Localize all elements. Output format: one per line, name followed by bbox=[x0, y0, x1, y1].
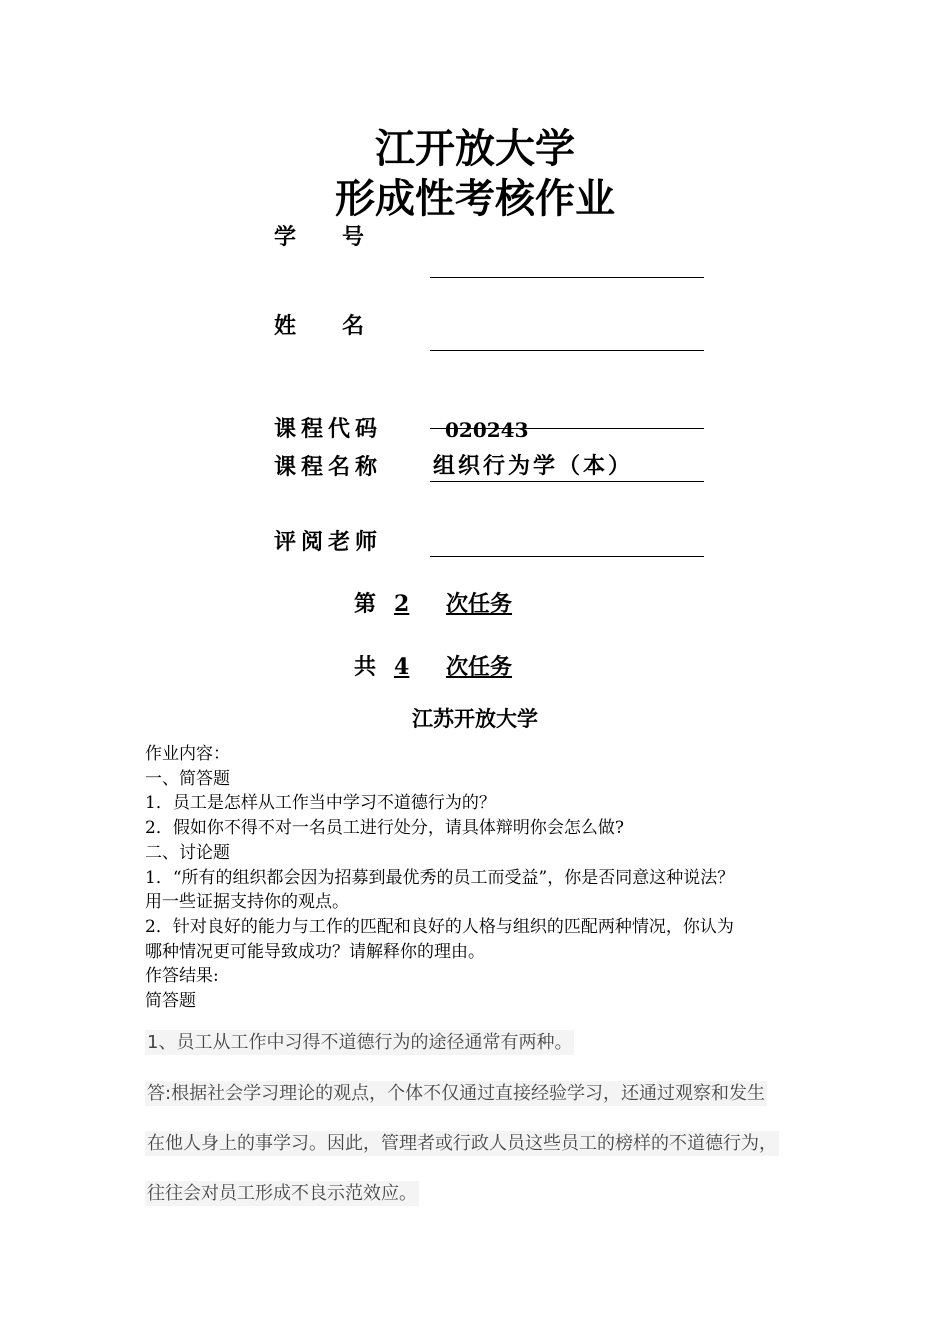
answer-line-2: 答:根据社会学习理论的观点，个体不仅通过直接经验学习，还通过观察和发生 bbox=[147, 1083, 766, 1104]
result-heading: 作答结果: bbox=[145, 966, 219, 987]
question-3-line-1: 1．“所有的组织都会因为招募到最优秀的员工而受益”，你是否同意这种说法？ bbox=[145, 867, 735, 888]
current-task-prefix: 第 bbox=[354, 592, 377, 617]
current-task-number: 2 bbox=[394, 591, 410, 617]
question-1: 1．员工是怎样从工作当中学习不道德行为的？ bbox=[145, 793, 496, 814]
name-line bbox=[430, 350, 704, 351]
student-id-label: 学号 bbox=[274, 225, 411, 250]
university-name: 江苏开放大学 bbox=[412, 707, 538, 731]
result-section: 简答题 bbox=[145, 991, 196, 1012]
total-task-prefix: 共 bbox=[354, 655, 377, 680]
reviewer-label: 评阅老师 bbox=[274, 530, 383, 555]
title-line-1: 江开放大学 bbox=[375, 126, 575, 172]
assignment-content bbox=[145, 742, 815, 1014]
section-discussion: 二、讨论题 bbox=[145, 842, 230, 863]
course-name-label: 课程名称 bbox=[274, 455, 383, 480]
total-task-suffix: 次任务 bbox=[446, 655, 513, 680]
reviewer-line bbox=[430, 556, 704, 557]
current-task bbox=[354, 591, 512, 618]
name-label: 姓名 bbox=[274, 314, 411, 339]
total-task-number: 4 bbox=[394, 654, 410, 680]
answer-line-1: 1、员工从工作中习得不道德行为的途径通常有两种。 bbox=[147, 1032, 573, 1053]
course-code-line bbox=[430, 428, 704, 429]
title-line-2: 形成性考核作业 bbox=[335, 176, 615, 222]
course-name-line bbox=[430, 481, 704, 482]
question-4-line-2: 哪种情况更可能导致成功？请解释你的理由。 bbox=[145, 941, 485, 962]
section-short-answer: 一、简答题 bbox=[145, 768, 230, 789]
content-heading: 作业内容： bbox=[145, 744, 230, 764]
student-id-line bbox=[430, 277, 704, 278]
course-name-value: 组织行为学（本） bbox=[433, 454, 634, 479]
current-task-suffix: 次任务 bbox=[446, 592, 513, 617]
course-code-value: 020243 bbox=[445, 418, 529, 442]
course-code-label: 课程代码 bbox=[274, 417, 383, 442]
total-tasks bbox=[354, 654, 512, 681]
question-2: 2．假如你不得不对一名员工进行处分，请具体辩明你会怎么做? bbox=[145, 818, 624, 839]
answer-line-4: 往往会对员工形成不良示范效应。 bbox=[147, 1183, 417, 1204]
question-3-line-2: 用一些证据支持你的观点。 bbox=[145, 892, 349, 913]
question-4-line-1: 2．针对良好的能力与工作的匹配和良好的人格与组织的匹配两种情况，你认为 bbox=[145, 916, 734, 937]
answer-line-3: 在他人身上的事学习。因此，管理者或行政人员这些员工的榜样的不道德行为， bbox=[147, 1133, 777, 1154]
